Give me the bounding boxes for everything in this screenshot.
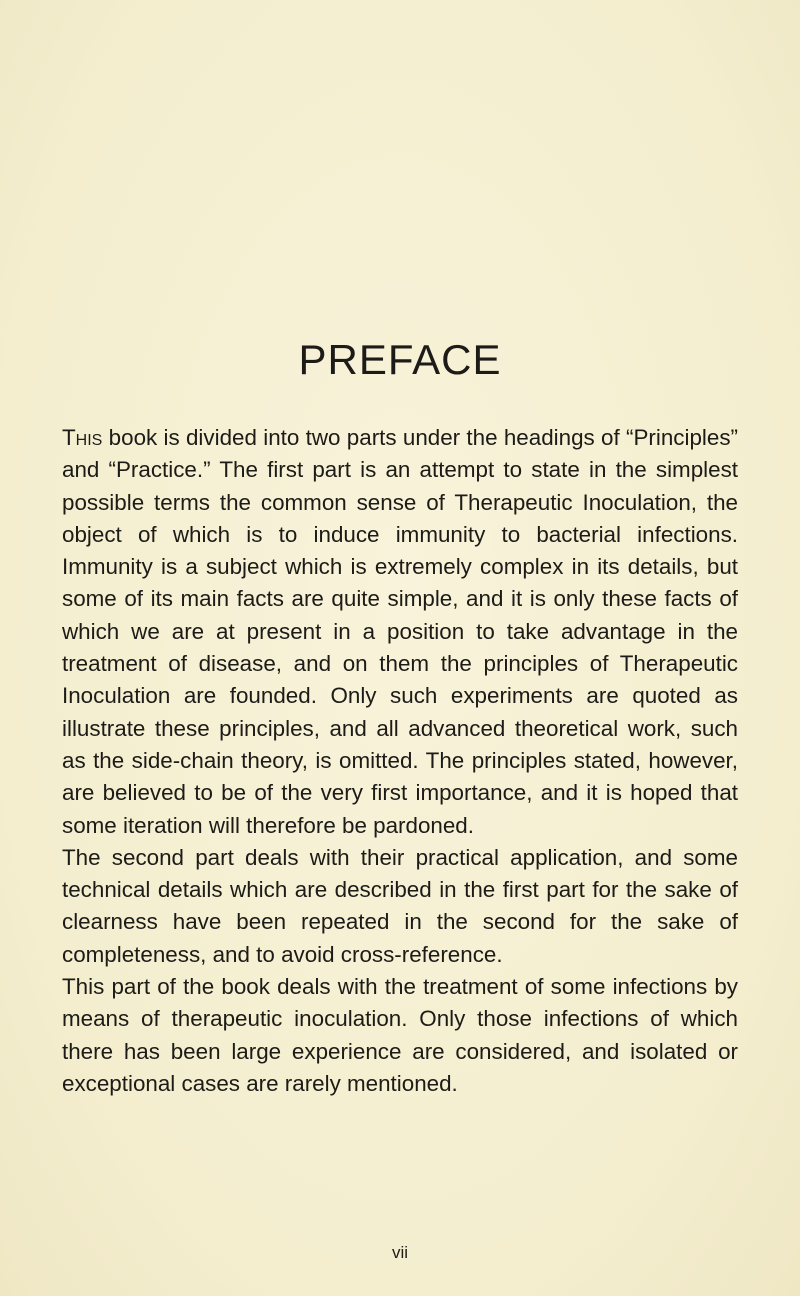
paragraph-2: The second part deals with their practical application, and some technical details which are described in the first part for the sake of clearness have been repeated in the second for the sake of completeness, and to avoid cross-reference. bbox=[62, 844, 738, 967]
page-title: PREFACE bbox=[298, 336, 502, 383]
paragraph-1-text: book is divided into two parts under the headings of “Principles” and “Practice.” The first part is an attempt to state in the simplest possible terms the common sense of Therapeutic Inoculation, the object of which is to induce immunity to bacterial infections. Immunity is a subject which is extremely complex in its details, but some of its main facts are quite simple, and it is only these facts of which we are at present in a position to take advantage in the treatment of disease, and on them the principles of Therapeutic Inoculation are founded. Only such experiments are quoted as illustrate these principles, and all advanced theoretical work, such as the side-chain theory, is omitted. The principles stated, however, are believed to be of the very first importance, and it is hoped that some iteration will therefore be pardoned. bbox=[62, 425, 738, 838]
preface-body bbox=[62, 422, 738, 1100]
page-number: vii bbox=[391, 1243, 409, 1262]
paragraph-1 bbox=[62, 422, 738, 842]
paragraph-1-lead: This bbox=[62, 425, 103, 450]
paragraph-3: This part of the book deals with the treatment of some infections by means of therapeutic inoculation. Only those infections of which there has been large experience are considered, and isolated or exceptional cases are rarely mentioned. bbox=[62, 974, 738, 1096]
